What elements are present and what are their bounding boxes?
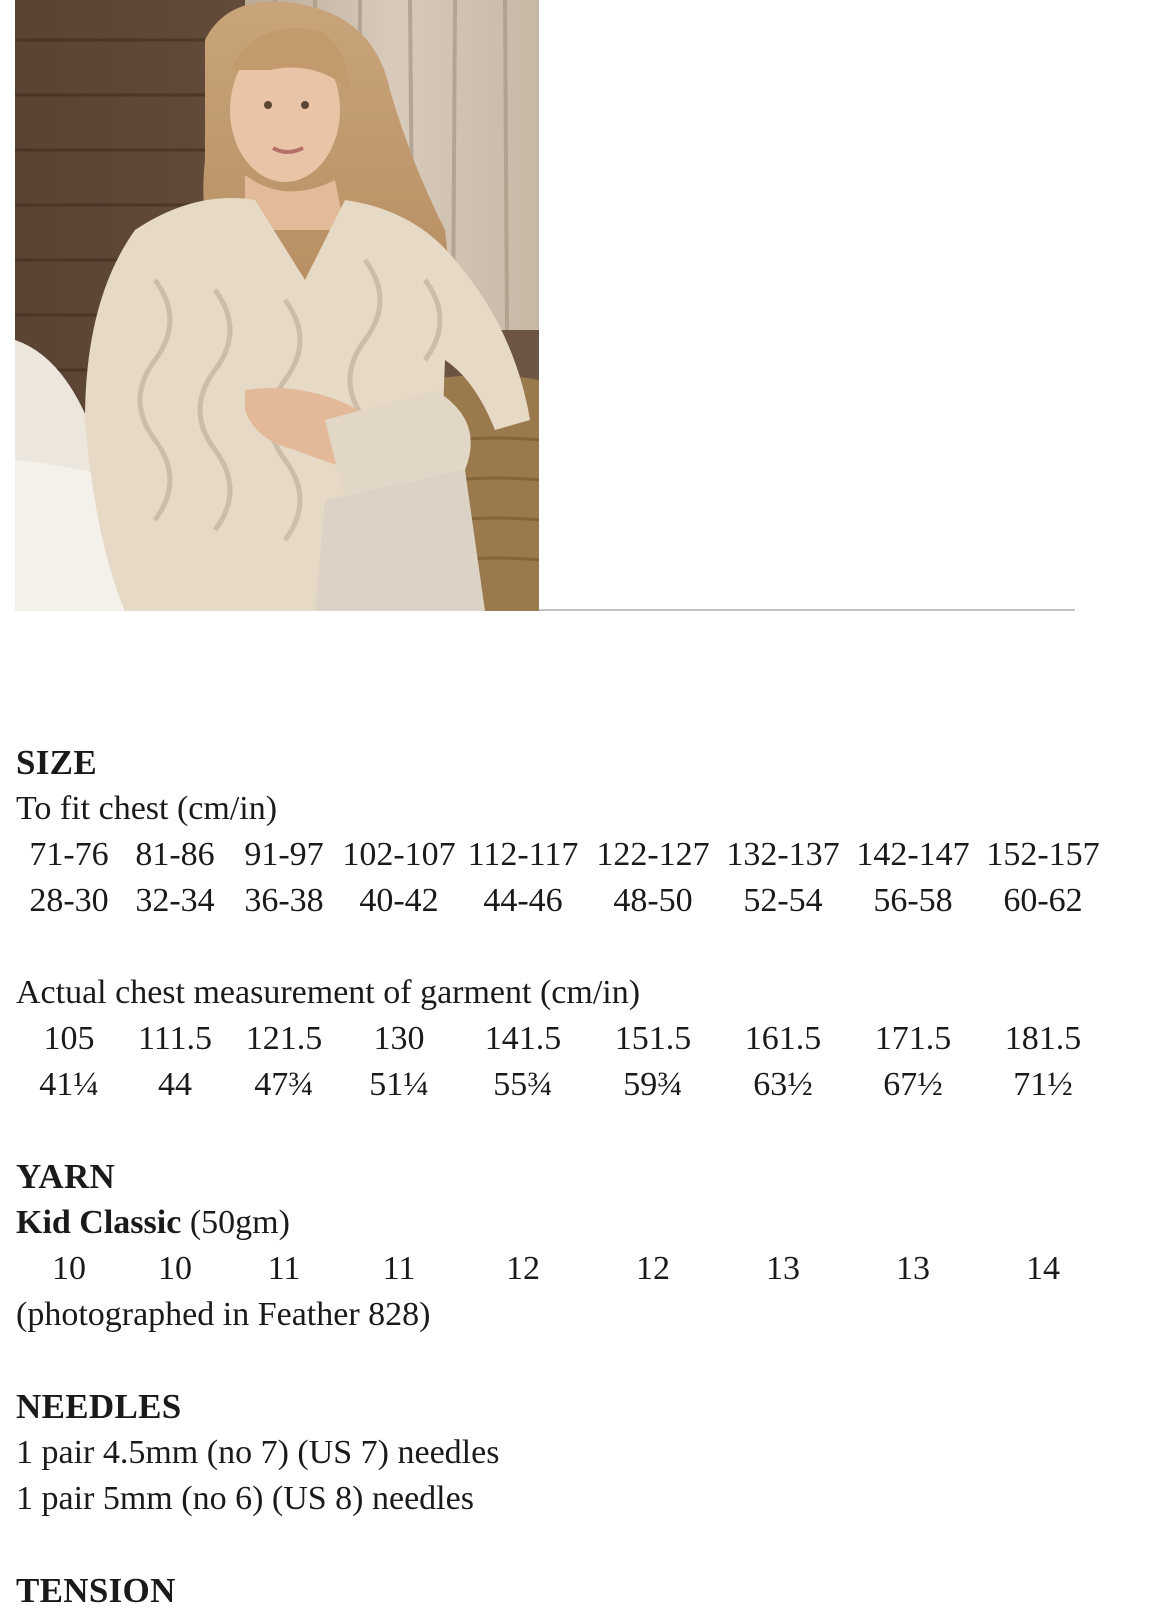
- size-cell: 81-86: [135, 836, 215, 873]
- measure-cell: 151.5: [614, 1020, 692, 1057]
- ball-count-cell: 14: [1026, 1250, 1060, 1287]
- yarn-name-line: [16, 1200, 1136, 1246]
- yarn-heading: YARN: [16, 1157, 116, 1196]
- measure-cell: 105: [43, 1020, 95, 1057]
- yarn-balls-row: [16, 1246, 1136, 1292]
- measure-cell: 161.5: [744, 1020, 822, 1057]
- needle-line: 1 pair 4.5mm (no 7) (US 7) needles: [16, 1434, 500, 1471]
- size-cell: 132-137: [726, 836, 840, 873]
- yarn-weight: (50gm): [189, 1204, 290, 1241]
- size-cell: 60-62: [1003, 882, 1083, 919]
- size-cell: 142-147: [856, 836, 970, 873]
- ball-count-cell: 12: [506, 1250, 540, 1287]
- measure-cell: 67½: [883, 1066, 943, 1103]
- actual-chest-in-row: [16, 1062, 1136, 1108]
- ball-count-cell: 11: [382, 1250, 416, 1287]
- size-cell: 122-127: [596, 836, 710, 873]
- pattern-details: [16, 740, 1136, 1614]
- actual-chest-cm-row: [16, 1016, 1136, 1062]
- size-cell: 28-30: [29, 882, 109, 919]
- size-cell: 44-46: [483, 882, 563, 919]
- measure-cell: 63½: [753, 1066, 813, 1103]
- measure-cell: 59¾: [623, 1066, 683, 1103]
- measure-cell: 141.5: [484, 1020, 562, 1057]
- measure-cell: 181.5: [1004, 1020, 1082, 1057]
- yarn-colour-note: (photographed in Feather 828): [16, 1296, 431, 1333]
- ball-count-cell: 13: [896, 1250, 930, 1287]
- size-cell: 102-107: [342, 836, 456, 873]
- measure-cell: 71½: [1013, 1066, 1073, 1103]
- woman-in-cable-sweater-image: [15, 0, 539, 611]
- size-cell: 40-42: [359, 882, 439, 919]
- size-cell: 56-58: [873, 882, 953, 919]
- size-cell: 152-157: [986, 836, 1100, 873]
- ball-count-cell: 13: [766, 1250, 800, 1287]
- ball-count-cell: 10: [158, 1250, 192, 1287]
- measure-cell: 130: [373, 1020, 425, 1057]
- fit-chest-label: To fit chest (cm/in): [16, 790, 278, 827]
- measure-cell: 171.5: [874, 1020, 952, 1057]
- model-photo: [15, 0, 539, 611]
- size-cell: 36-38: [244, 882, 324, 919]
- measure-cell: 51¼: [369, 1066, 429, 1103]
- measure-cell: 47¾: [254, 1066, 314, 1103]
- measure-cell: 41¼: [39, 1066, 99, 1103]
- size-cell: 112-117: [467, 836, 579, 873]
- ball-count-cell: 12: [636, 1250, 670, 1287]
- fit-chest-in-row: [16, 878, 1136, 924]
- size-cell: 32-34: [135, 882, 215, 919]
- fit-chest-cm-row: [16, 832, 1136, 878]
- size-cell: 91-97: [244, 836, 324, 873]
- measure-cell: 55¾: [493, 1066, 553, 1103]
- measure-cell: 44: [158, 1066, 192, 1103]
- size-cell: 48-50: [613, 882, 693, 919]
- measure-cell: 121.5: [245, 1020, 323, 1057]
- tension-heading: TENSION: [16, 1571, 176, 1610]
- ball-count-cell: 10: [52, 1250, 86, 1287]
- ball-count-cell: 11: [267, 1250, 301, 1287]
- measure-cell: 111.5: [138, 1020, 212, 1057]
- size-heading: SIZE: [16, 743, 97, 782]
- horizontal-divider: [539, 609, 1075, 611]
- size-cell: 52-54: [743, 882, 823, 919]
- needle-line: 1 pair 5mm (no 6) (US 8) needles: [16, 1480, 474, 1517]
- actual-chest-label: Actual chest measurement of garment (cm/in): [16, 974, 641, 1011]
- size-cell: 71-76: [29, 836, 109, 873]
- yarn-name: Kid Classic: [16, 1204, 182, 1241]
- needles-heading: NEEDLES: [16, 1387, 182, 1426]
